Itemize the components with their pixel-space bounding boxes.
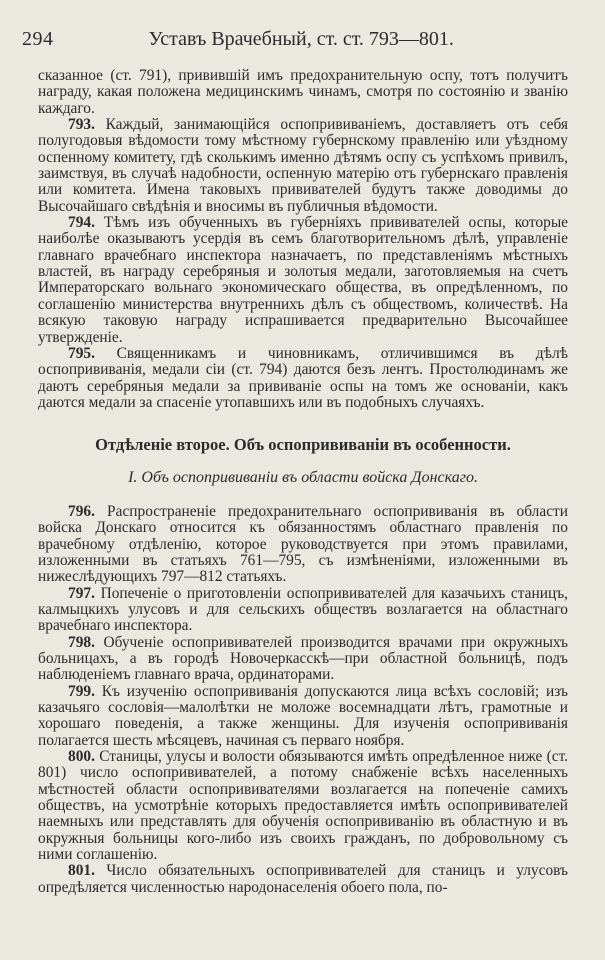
page-number: 294	[22, 28, 54, 50]
article-793	[38, 117, 568, 215]
paragraph-continuation	[38, 68, 568, 117]
article-796	[38, 504, 568, 586]
paragraph-text: Тѣмъ изъ обученныхъ въ губерніяхъ прививателей оспы, которые наиболѣе оказываютъ усердія въ семъ благотворительномъ дѣлѣ, управленіе главнаго врачебнаго инспектора назначаетъ, по представленіямъ мѣстныхъ властей, въ награду серебряныя и золотыя медали, заготовляемыя на счетъ Императорскаго вольнаго экономическаго общества, въ опредѣленномъ, по соглашенію министерства внутреннихъ дѣлъ съ обществомъ, количествѣ. На всякую таковую награду испрашивается предварительно Высочайшее утвержденіе.	[38, 214, 568, 346]
article-799	[38, 684, 568, 749]
section-title: Отдѣленіе второе. Объ оспопрививаніи въ особенности.	[95, 435, 511, 455]
paragraph-text: Число обязательныхъ оспопрививателей для станицъ и улусовъ опредѣляется численностью народонаселенія обоего пола, по-	[38, 862, 568, 896]
page-body	[38, 68, 568, 896]
paragraph-text: Каждый, занимающійся оспопрививаніемъ, доставляетъ отъ себя полугодовыя вѣдомости тому мѣстному губернскому правленію или уѣздному оспенному комитету, гдѣ сколькимъ именно дѣтямъ оспу съ успѣхомъ привилъ, заимствуя, въ случаѣ надобности, оспенную матерію отъ губернскаго правленія или комитета. Имена таковыхъ прививателей будутъ также доводимы до Высочайшаго свѣдѣнія и вносимы въ публичныя вѣдомости.	[38, 116, 568, 215]
page-header	[22, 28, 583, 51]
subsection-title: I. Объ оспопрививаніи въ области войска Донскаго.	[128, 468, 478, 486]
paragraph-text: Станицы, улусы и волости обязываются имѣть опредѣленное ниже (ст. 801) число оспопрививателей, а потому снабженіе всѣхъ населенныхъ мѣстностей области оспопрививателями возлагается на попеченіе самихъ обществъ, на усмотрѣніе которыхъ предоставляется имѣть оспопрививателей наемныхъ или представлять для обученія оспопрививанію въ областную и въ окружныя больницы кого-либо изъ своихъ гражданъ, по добровольному съ ними соглашенію.	[38, 748, 568, 864]
paragraph-text: Къ изученію оспопрививанія допускаются лица всѣхъ сословій; изъ казачьяго сословія—малолѣтки не моложе восемнадцати лѣтъ, грамотные и хорошаго поведенія, а также женщины. Для изученія оспопрививанія полагается шесть мѣсяцевъ, начиная съ перваго ноября.	[38, 682, 568, 749]
article-number: 794.	[68, 214, 95, 232]
article-number: 795.	[68, 344, 95, 362]
paragraph-text: Распространеніе предохранительнаго оспопрививанія въ области войска Донскаго относится къ обязанностямъ областнаго правленія по врачебному отдѣленію, которое руководствуется при этомъ правилами, изложенными въ статьяхъ 761—795, съ измѣненіями, изложенными въ нижеслѣдующихъ 797—812 статьяхъ.	[38, 502, 568, 586]
paragraph-text: сказанное (ст. 791), привившій имъ предохранительную оспу, тотъ получитъ награду, какая положена медицинскимъ чинамъ, смотря по состоянію и званію каждаго.	[38, 67, 568, 117]
article-number: 796.	[68, 502, 95, 520]
article-801	[38, 863, 568, 896]
paragraph-text: Обученіе оспопрививателей производится врачами при окружныхъ больницахъ, а въ городѣ Новочеркасскѣ—при областной больницѣ, подъ наблюденіемъ главнаго врача, ординаторами.	[38, 633, 568, 684]
article-number: 793.	[68, 116, 95, 134]
article-number: 801.	[68, 862, 95, 880]
article-number: 798.	[68, 633, 95, 651]
article-795	[38, 346, 568, 411]
article-794	[38, 215, 568, 346]
article-800	[38, 749, 568, 863]
running-title: Уставъ Врачебный, ст. ст. 793—801.	[148, 28, 454, 50]
paragraph-text: Священникамъ и чиновникамъ, отличившимся въ дѣлѣ оспопрививанія, медали сіи (ст. 794) даются безъ лентъ. Простолюдинамъ же даютъ серебряныя медали за прививаніе оспы на томъ же основаніи, какъ даются медали за спасеніе утопавшихъ или въ подобныхъ случаяхъ.	[38, 344, 568, 411]
article-number: 797.	[68, 584, 95, 602]
article-number: 800.	[68, 748, 95, 766]
paragraph-text: Попеченіе о приготовленіи оспопрививателей для казачьихъ станицъ, калмыцкихъ улусовъ и для сельскихъ обществъ возлагается на областнаго врачебнаго инспектора.	[38, 584, 569, 635]
article-number: 799.	[68, 682, 95, 700]
article-798	[38, 635, 568, 684]
article-797	[38, 586, 568, 635]
